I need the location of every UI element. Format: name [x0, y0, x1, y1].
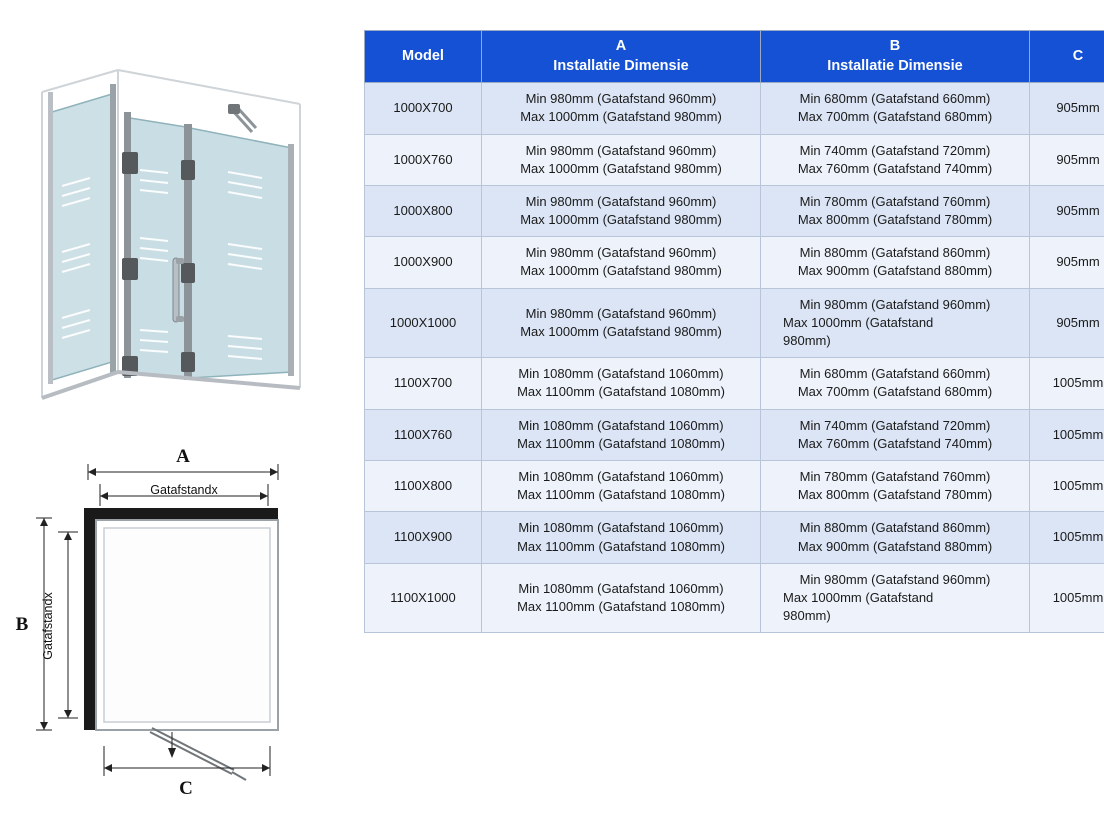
table-row	[365, 409, 1104, 460]
cell-a-dimension	[482, 358, 761, 409]
cell-model: 1100X760	[365, 409, 482, 460]
cell-line: Min 880mm (Gatafstand 860mm)	[799, 245, 991, 261]
plan-label-gatafstand-left: Gatafstandx	[41, 592, 55, 660]
cell-c-dimension: 905mm	[1030, 288, 1104, 358]
cell-b-dimension	[761, 237, 1030, 288]
cell-line: Min 980mm (Gatafstand 960mm)	[525, 245, 717, 261]
cell-line: Max 800mm (Gatafstand 780mm)	[797, 212, 993, 228]
cell-b-dimension	[761, 563, 1030, 633]
cell-line: Max 1000mm (Gatafstand 980mm)	[520, 160, 722, 176]
cell-line: Max 1100mm (Gatafstand 1080mm)	[517, 487, 725, 503]
cell-a-dimension	[482, 185, 761, 236]
cell-b-dimension	[761, 134, 1030, 185]
cell-line: Max 1000mm (Gatafstand	[783, 589, 934, 605]
table-row	[365, 563, 1104, 633]
cell-b-dimension	[761, 512, 1030, 563]
header-b	[761, 31, 1030, 83]
specification-table-container	[364, 30, 1104, 790]
cell-line: Min 740mm (Gatafstand 720mm)	[799, 142, 991, 158]
plan-label-gatafstand-top: Gatafstandx	[150, 483, 218, 497]
table-row	[365, 288, 1104, 358]
cell-line: Max 1100mm (Gatafstand 1080mm)	[517, 598, 725, 614]
table-row	[365, 134, 1104, 185]
table-row	[365, 185, 1104, 236]
header-b-line1: B	[889, 38, 901, 54]
cell-a-dimension	[482, 563, 761, 633]
cell-line: Max 1100mm (Gatafstand 1080mm)	[517, 435, 725, 451]
table-row	[365, 460, 1104, 511]
cell-line: Max 1100mm (Gatafstand 1080mm)	[517, 384, 725, 400]
cell-line: Max 1000mm (Gatafstand 980mm)	[520, 109, 722, 125]
cell-line: Min 680mm (Gatafstand 660mm)	[799, 91, 991, 107]
cell-line: Min 780mm (Gatafstand 760mm)	[799, 193, 991, 209]
cell-model: 1000X700	[365, 83, 482, 134]
cell-model: 1100X900	[365, 512, 482, 563]
cell-line: Max 1000mm (Gatafstand 980mm)	[520, 323, 722, 339]
cell-line: Min 980mm (Gatafstand 960mm)	[525, 142, 717, 158]
cell-line: Max 1000mm (Gatafstand	[783, 314, 934, 330]
cell-c-dimension: 1005mm	[1030, 358, 1104, 409]
table-row	[365, 512, 1104, 563]
diagram-panel	[0, 0, 360, 828]
header-a	[482, 31, 761, 83]
cell-line: 980mm)	[783, 333, 831, 348]
cell-line: Max 700mm (Gatafstand 680mm)	[797, 384, 993, 400]
cell-line: Min 680mm (Gatafstand 660mm)	[799, 366, 991, 382]
plan-label-c: C	[179, 778, 193, 799]
cell-b-dimension	[761, 460, 1030, 511]
cell-model: 1000X1000	[365, 288, 482, 358]
cell-model: 1000X800	[365, 185, 482, 236]
cell-line: Max 1000mm (Gatafstand 980mm)	[520, 263, 722, 279]
cell-model: 1100X800	[365, 460, 482, 511]
cell-c-dimension: 905mm	[1030, 134, 1104, 185]
cell-line: Max 700mm (Gatafstand 680mm)	[797, 109, 993, 125]
cell-line: Max 760mm (Gatafstand 740mm)	[797, 435, 993, 451]
header-a-line2: Installatie Dimensie	[553, 57, 689, 74]
cell-a-dimension	[482, 237, 761, 288]
cell-line: Min 980mm (Gatafstand 960mm)	[525, 193, 717, 209]
cell-a-dimension	[482, 409, 761, 460]
cell-line: Min 980mm (Gatafstand 960mm)	[525, 91, 717, 107]
cell-line: Min 1080mm (Gatafstand 1060mm)	[518, 417, 724, 433]
cell-line: Max 1000mm (Gatafstand 980mm)	[520, 212, 722, 228]
cell-b-dimension	[761, 288, 1030, 358]
table-row	[365, 237, 1104, 288]
plan-label-b: B	[15, 614, 29, 635]
specification-table	[364, 30, 1104, 633]
cell-line: Max 900mm (Gatafstand 880mm)	[797, 538, 993, 554]
cell-line: Min 740mm (Gatafstand 720mm)	[799, 417, 991, 433]
cell-model: 1000X900	[365, 237, 482, 288]
cell-b-dimension	[761, 358, 1030, 409]
cell-b-dimension	[761, 185, 1030, 236]
cell-line: Min 1080mm (Gatafstand 1060mm)	[518, 580, 724, 596]
cell-c-dimension: 905mm	[1030, 83, 1104, 134]
table-row	[365, 83, 1104, 134]
cell-c-dimension: 1005mm	[1030, 460, 1104, 511]
cell-line: Max 760mm (Gatafstand 740mm)	[797, 160, 993, 176]
cell-b-dimension	[761, 409, 1030, 460]
cell-c-dimension: 1005mm	[1030, 512, 1104, 563]
cell-c-dimension: 1005mm	[1030, 409, 1104, 460]
plan-label-a: A	[176, 446, 190, 467]
cell-line: Min 980mm (Gatafstand 960mm)	[799, 296, 991, 312]
cell-a-dimension	[482, 512, 761, 563]
header-c: C	[1030, 31, 1104, 83]
table-header-row	[365, 31, 1104, 83]
header-b-line2: Installatie Dimensie	[827, 57, 963, 74]
cell-model: 1100X1000	[365, 563, 482, 633]
header-model: Model	[365, 31, 482, 83]
table-body	[365, 83, 1104, 633]
cell-line: 980mm)	[783, 608, 831, 624]
cell-line: Max 900mm (Gatafstand 880mm)	[797, 263, 993, 279]
cell-model: 1100X700	[365, 358, 482, 409]
cell-line: Max 1100mm (Gatafstand 1080mm)	[517, 538, 725, 554]
cell-line: Min 880mm (Gatafstand 860mm)	[799, 520, 991, 536]
cell-line: Max 800mm (Gatafstand 780mm)	[797, 487, 993, 503]
shower-enclosure-plan-drawing	[0, 446, 360, 828]
cell-c-dimension: 1005mm	[1030, 563, 1104, 633]
cell-line: Min 780mm (Gatafstand 760mm)	[799, 468, 991, 484]
cell-line: Min 980mm (Gatafstand 960mm)	[525, 305, 717, 321]
cell-a-dimension	[482, 83, 761, 134]
cell-line: Min 980mm (Gatafstand 960mm)	[799, 571, 991, 587]
cell-a-dimension	[482, 134, 761, 185]
cell-line: Min 1080mm (Gatafstand 1060mm)	[518, 468, 724, 484]
cell-c-dimension: 905mm	[1030, 185, 1104, 236]
cell-line: Min 1080mm (Gatafstand 1060mm)	[518, 520, 724, 536]
cell-c-dimension: 905mm	[1030, 237, 1104, 288]
cell-b-dimension	[761, 83, 1030, 134]
shower-enclosure-3d-illustration	[0, 0, 360, 446]
header-a-line1: A	[615, 38, 627, 54]
cell-line: Min 1080mm (Gatafstand 1060mm)	[518, 366, 724, 382]
table-row	[365, 358, 1104, 409]
cell-model: 1000X760	[365, 134, 482, 185]
cell-a-dimension	[482, 288, 761, 358]
cell-a-dimension	[482, 460, 761, 511]
